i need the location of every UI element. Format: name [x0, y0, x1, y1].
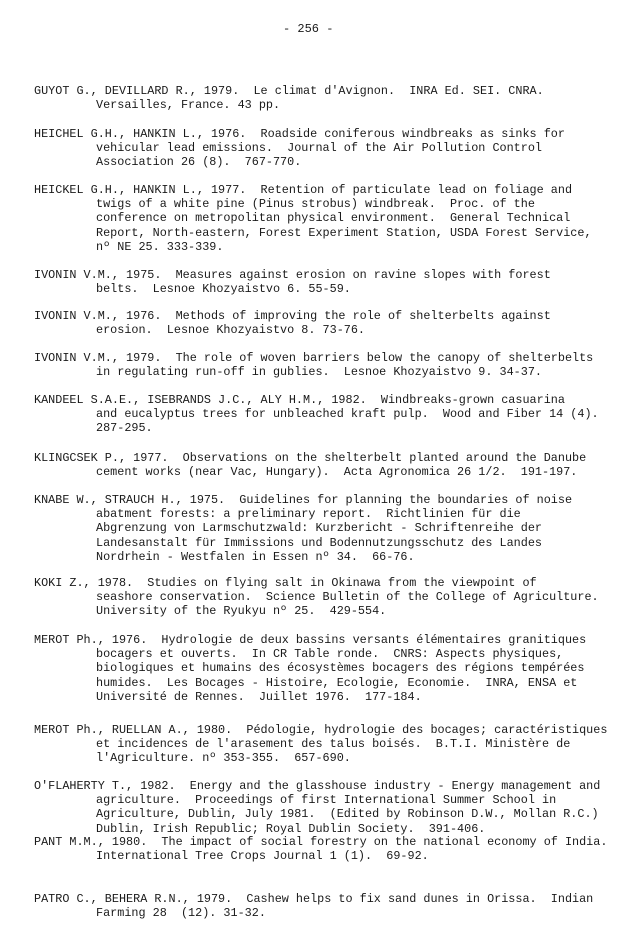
reference-line: and eucalyptus trees for unbleached kraft pulp. Wood and Fiber 14 (4). [96, 407, 599, 422]
reference-entry [34, 493, 634, 564]
reference-line: belts. Lesnoe Khozyaistvo 6. 55-59. [96, 282, 351, 297]
reference-first-line: MEROT Ph., 1976. Hydrologie de deux bassins versants élémentaires granitiques [34, 633, 587, 647]
reference-entry [34, 892, 634, 920]
reference-line: nº NE 25. 333-339. [96, 239, 224, 254]
reference-line: University of the Ryukyu nº 25. 429-554. [96, 604, 387, 619]
reference-line: bocagers et ouverts. In CR Table ronde. CNRS: Aspects physiques, [96, 647, 564, 662]
reference-line: Association 26 (8). 767-770. [96, 155, 302, 170]
reference-first-line: IVONIN V.M., 1979. The role of woven barriers below the canopy of shelterbelts [34, 351, 594, 365]
reference-line: agriculture. Proceedings of first International Summer School in [96, 793, 557, 808]
reference-entry [34, 576, 634, 619]
reference-entry [34, 451, 634, 479]
reference-first-line: KANDEEL S.A.E., ISEBRANDS J.C., ALY H.M., 1982. Windbreaks-grown casuarina [34, 393, 565, 407]
reference-line: Abgrenzung von Larmschutzwald: Kurzbericht - Schriftenreihe der [96, 521, 542, 536]
reference-first-line: IVONIN V.M., 1975. Measures against erosion on ravine slopes with forest [34, 268, 551, 282]
reference-line: vehicular lead emissions. Journal of the Air Pollution Control [96, 141, 542, 156]
reference-first-line: KNABE W., STRAUCH H., 1975. Guidelines for planning the boundaries of noise [34, 493, 573, 507]
reference-entry [34, 633, 634, 704]
reference-line: seashore conservation. Science Bulletin of the College of Agriculture. [96, 590, 599, 605]
reference-first-line: PATRO C., BEHERA R.N., 1979. Cashew helps to fix sand dunes in Orissa. Indian [34, 892, 594, 906]
reference-entry [34, 393, 634, 436]
reference-line: biologiques et humains des écosystèmes bocagers des régions tempérées [96, 661, 585, 676]
reference-first-line: GUYOT G., DEVILLARD R., 1979. Le climat d'Avignon. INRA Ed. SEI. CNRA. [34, 84, 544, 98]
reference-first-line: PANT M.M., 1980. The impact of social forestry on the national economy of India. [34, 835, 608, 849]
reference-line: abatment forests: a preliminary report. Richtlinien für die [96, 507, 521, 522]
reference-entry [34, 309, 634, 337]
reference-line: et incidences de l'arasement des talus boisés. B.T.I. Ministère de [96, 737, 571, 752]
reference-line: Report, North-eastern, Forest Experiment Station, USDA Forest Service, [96, 225, 592, 240]
reference-line: Versailles, France. 43 pp. [96, 98, 281, 113]
reference-entry [34, 84, 634, 112]
reference-first-line: KLINGCSEK P., 1977. Observations on the shelterbelt planted around the Danube [34, 451, 587, 465]
reference-line: Agriculture, Dublin, July 1981. (Edited by Robinson D.W., Mollan R.C.) [96, 807, 599, 822]
reference-line: cement works (near Vac, Hungary). Acta Agronomica 26 1/2. 191-197. [96, 465, 578, 480]
reference-line: Nordrhein - Westfalen in Essen nº 34. 66-76. [96, 549, 415, 564]
reference-first-line: KOKI Z., 1978. Studies on flying salt in Okinawa from the viewpoint of [34, 576, 537, 590]
reference-entry [34, 835, 634, 863]
reference-line: 287-295. [96, 421, 153, 436]
reference-line: Farming 28 (12). 31-32. [96, 906, 266, 921]
reference-entry [34, 127, 634, 170]
reference-line: Dublin, Irish Republic; Royal Dublin Society. 391-406. [96, 821, 486, 836]
reference-line: International Tree Crops Journal 1 (1). 69-92. [96, 849, 429, 864]
reference-line: Université de Rennes. Juillet 1976. 177-184. [96, 689, 422, 704]
reference-first-line: O'FLAHERTY T., 1982. Energy and the glasshouse industry - Energy management and [34, 779, 601, 793]
reference-line: in regulating run-off in gublies. Lesnoe Khozyaistvo 9. 34-37. [96, 365, 542, 380]
reference-line: humides. Les Bocages - Histoire, Ecologie, Economie. INRA, ENSA et [96, 675, 578, 690]
reference-line: twigs of a white pine (Pinus strobus) windbreak. Proc. of the [96, 197, 535, 212]
reference-entry [34, 268, 634, 296]
reference-first-line: MEROT Ph., RUELLAN A., 1980. Pédologie, hydrologie des bocages; caractéristiques [34, 723, 608, 737]
page-number: - 256 - [283, 22, 334, 36]
reference-line: conference on metropolitan physical environment. General Technical [96, 211, 571, 226]
reference-line: erosion. Lesnoe Khozyaistvo 8. 73-76. [96, 323, 366, 338]
reference-entry [34, 183, 634, 254]
reference-line: l'Agriculture. nº 353-355. 657-690. [96, 751, 351, 766]
reference-first-line: HEICKEL G.H., HANKIN L., 1977. Retention of particulate lead on foliage and [34, 183, 573, 197]
reference-entry [34, 351, 634, 379]
reference-first-line: IVONIN V.M., 1976. Methods of improving the role of shelterbelts against [34, 309, 551, 323]
reference-entry [34, 779, 634, 836]
reference-entry [34, 723, 634, 766]
reference-line: Landesanstalt für Immissions und Bodennutzungsschutz des Landes [96, 535, 542, 550]
reference-first-line: HEICHEL G.H., HANKIN L., 1976. Roadside coniferous windbreaks as sinks for [34, 127, 565, 141]
